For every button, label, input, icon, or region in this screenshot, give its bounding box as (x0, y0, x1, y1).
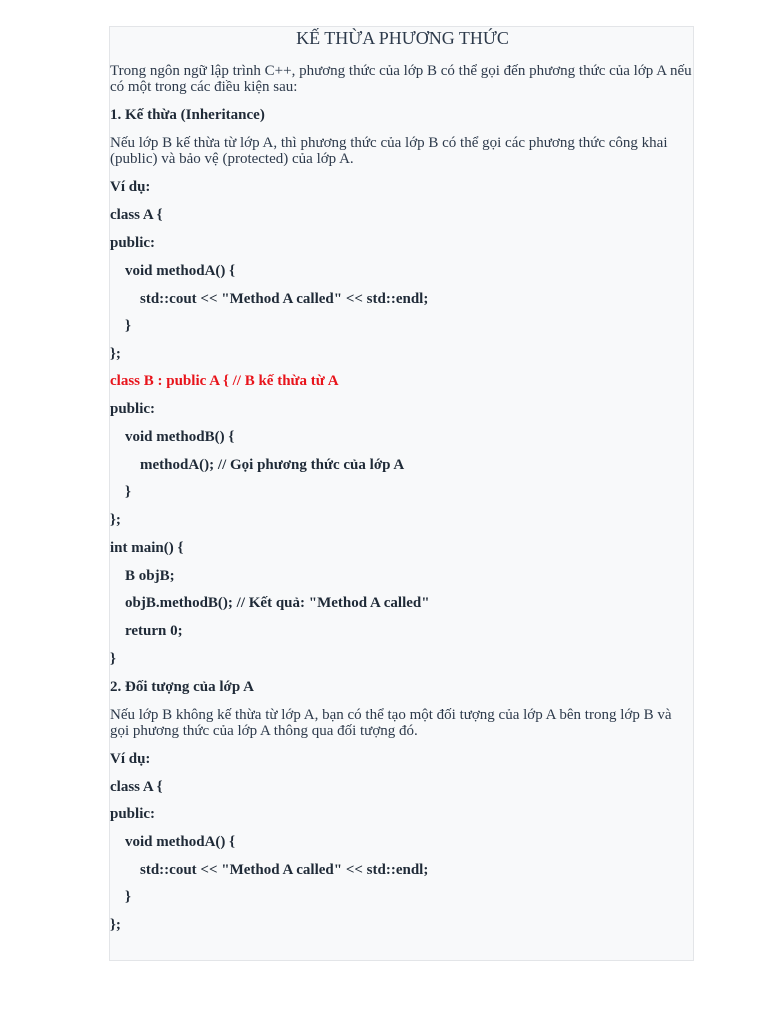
code-line: int main() { (110, 540, 184, 556)
section-1-paragraph: Nếu lớp B kế thừa từ lớp A, thì phương thức của lớp B có thể gọi các phương thức công khai (public) và bảo vệ (protected) của lớp A. (110, 135, 668, 167)
code-line: std::cout << "Method A called" << std::endl; (110, 291, 429, 307)
code-line: objB.methodB(); // Kết quả: "Method A called" (110, 595, 430, 611)
code-line: return 0; (110, 623, 183, 639)
code-line: class A { (110, 207, 163, 223)
code-line: void methodB() { (110, 429, 235, 445)
code-line: class A { (110, 779, 163, 795)
code-line-highlighted: class B : public A { // B kế thừa từ A (110, 373, 339, 389)
code-line: }; (110, 917, 121, 933)
code-line: }; (110, 346, 121, 362)
intro-paragraph: Trong ngôn ngữ lập trình C++, phương thức của lớp B có thể gọi đến phương thức của lớp A nếu có một trong các điều kiện sau: (110, 63, 692, 95)
document-title: KẾ THỪA PHƯƠNG THỨC (296, 28, 509, 48)
code-line: void methodA() { (110, 834, 236, 850)
example-label: Ví dụ: (110, 179, 151, 195)
example-label: Ví dụ: (110, 751, 151, 767)
code-line: std::cout << "Method A called" << std::endl; (110, 862, 429, 878)
code-line: public: (110, 401, 156, 417)
code-line: } (110, 484, 131, 500)
code-line: } (110, 889, 131, 905)
code-line: }; (110, 512, 121, 528)
code-line: public: (110, 235, 156, 251)
code-line: } (110, 318, 131, 334)
code-line: public: (110, 806, 156, 822)
code-line: void methodA() { (110, 263, 236, 279)
code-line: methodA(); // Gọi phương thức của lớp A (110, 457, 405, 473)
code-line: } (110, 651, 116, 667)
section-2-heading: 2. Đối tượng của lớp A (110, 679, 254, 695)
section-2-paragraph: Nếu lớp B không kế thừa từ lớp A, bạn có thể tạo một đối tượng của lớp A bên trong lớp B và gọi phương thức của lớp A thông qua đối tượng đó. (110, 707, 672, 739)
code-line: B objB; (110, 568, 175, 584)
section-1-heading: 1. Kế thừa (Inheritance) (110, 107, 265, 123)
document-page (109, 26, 694, 961)
